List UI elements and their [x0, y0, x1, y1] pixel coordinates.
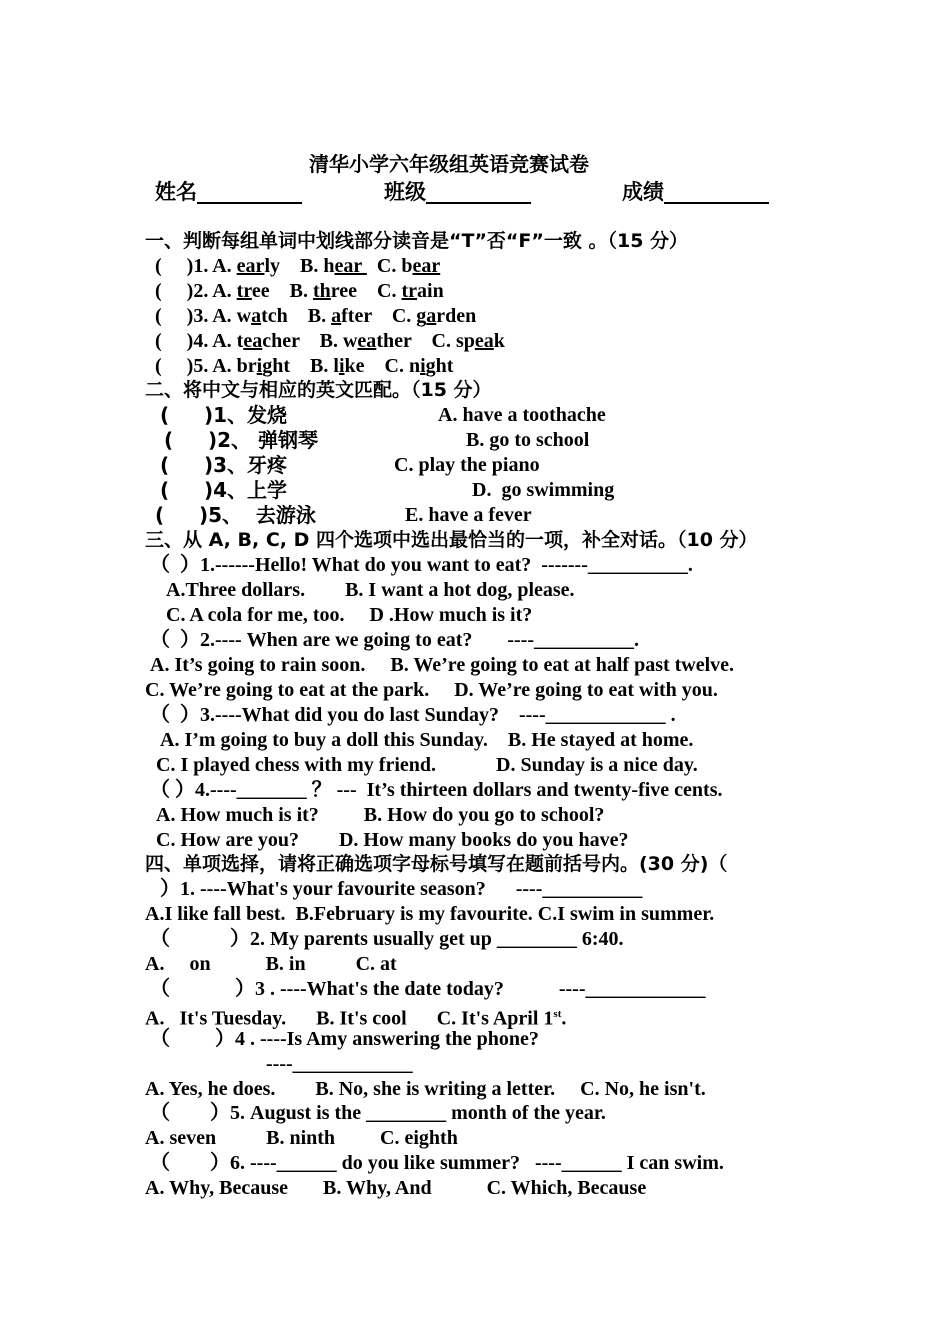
s4-q3-options: A. It's Tuesday. B. It's cool C. It's April 1st. [145, 1007, 567, 1030]
s3-q1: （ ）1.------Hello! What do you want to eat? -------__________. [150, 554, 693, 576]
s2-item-4-left: ( )4、上学 [160, 478, 288, 502]
section-3-heading: 三、从 A, B, C, D 四个选项中选出最恰当的一项，补全对话。（10 分） [145, 529, 758, 551]
s4-q2: （ ）2. My parents usually get up ________ 6:40. [150, 928, 624, 950]
s4-q6: （ ）6. ----______ do you like summer? ----______ I can swim. [150, 1152, 724, 1174]
name-field: 姓名__________ [155, 180, 302, 204]
s2-item-3-right: C. play the piano [394, 454, 540, 476]
score-field: 成绩__________ [622, 180, 769, 204]
s3-q3-options-cd: C. I played chess with my friend. D. Sunday is a nice day. [156, 754, 698, 776]
s1-question-3: ( )3. A. watch B. after C. garden [155, 305, 477, 327]
s3-q1-options-cd: C. A cola for me, too. D .How much is it? [166, 604, 533, 626]
s2-item-4-right: D. go swimming [472, 479, 615, 501]
s4-q6-options: A. Why, Because B. Why, And C. Which, Because [145, 1177, 647, 1199]
s3-q2-options-ab: A. It’s going to rain soon. B. We’re going to eat at half past twelve. [150, 654, 735, 676]
s2-item-2-left: ( )2、 弹钢琴 [164, 428, 318, 452]
s4-q2-options: A. on B. in C. at [145, 953, 397, 975]
s2-item-5-right: E. have a fever [405, 504, 532, 526]
s2-item-2-right: B. go to school [466, 429, 590, 451]
s3-q4-options-ab: A. How much is it? B. How do you go to school? [156, 804, 605, 826]
s1-question-1: ( )1. A. early B. hear C. bear [155, 255, 441, 277]
s2-item-3-left: ( )3、牙疼 [160, 453, 288, 477]
s4-q4-answer-blank: ----____________ [266, 1053, 413, 1075]
s4-q3: （ ）3 . ----What's the date today? ----____________ [150, 978, 706, 1000]
s3-q4-options-cd: C. How are you? D. How many books do you have? [156, 829, 629, 851]
section-2-heading: 二、将中文与相应的英文匹配。（15 分） [145, 379, 492, 401]
s1-question-4: ( )4. A. teacher B. weather C. speak [155, 330, 505, 352]
s1-question-2: ( )2. A. tree B. three C. train [155, 280, 444, 302]
s2-item-5-left: ( )5、 去游泳 [155, 503, 316, 527]
page-title: 清华小学六年级组英语竞赛试卷 [309, 152, 589, 176]
class-field: 班级__________ [384, 180, 531, 204]
s4-q1-options: A.I like fall best. B.February is my favourite. C.I swim in summer. [145, 903, 715, 925]
s4-q4: （ ）4 . ----Is Amy answering the phone? [150, 1028, 539, 1050]
section-1-heading: 一、判断每组单词中划线部分读音是“T”否“F”一致 。（15 分） [145, 230, 689, 252]
s2-item-1-left: ( )1、发烧 [160, 403, 288, 427]
s2-item-1-right: A. have a toothache [438, 404, 606, 426]
section-4-heading: 四、单项选择，请将正确选项字母标号填写在题前括号内。(30 分)（ [145, 853, 728, 875]
s4-q4-options: A. Yes, he does. B. No, she is writing a letter. C. No, he isn't. [145, 1078, 706, 1100]
s3-q1-options-ab: A.Three dollars. B. I want a hot dog, please. [166, 579, 575, 601]
s3-q4: （ ）4.----_______ ？ --- It’s thirteen dollars and twenty-five cents. [150, 779, 723, 801]
s3-q3-options-ab: A. I’m going to buy a doll this Sunday. B. He stayed at home. [160, 729, 694, 751]
s4-q5: （ ）5. August is the ________ month of the year. [150, 1102, 606, 1124]
s3-q2: （ ）2.---- When are we going to eat? ----__________. [150, 629, 639, 651]
s4-q5-options: A. seven B. ninth C. eighth [145, 1127, 458, 1149]
s3-q2-options-cd: C. We’re going to eat at the park. D. We’re going to eat with you. [145, 679, 718, 701]
s3-q3: （ ）3.----What did you do last Sunday? ----____________ . [150, 704, 676, 726]
s1-question-5: ( )5. A. bright B. like C. night [155, 355, 454, 377]
s4-q1: ）1. ----What's your favourite season? ----__________ [160, 878, 643, 900]
